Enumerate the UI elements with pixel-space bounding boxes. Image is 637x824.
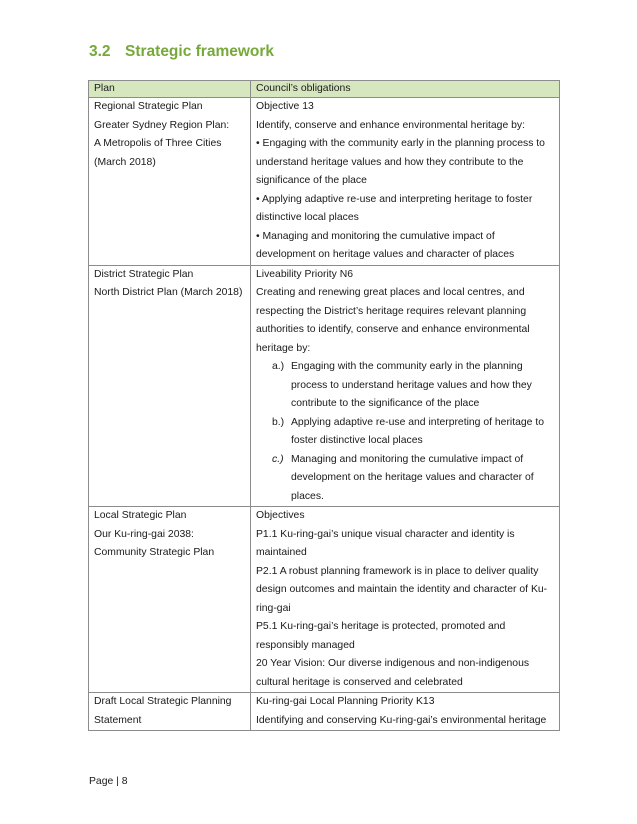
obligation-title: Ku-ring-gai Local Planning Priority K13 bbox=[256, 696, 435, 707]
plan-line: (March 2018) bbox=[94, 156, 156, 168]
plan-line: A Metropolis of Three Cities bbox=[94, 138, 222, 149]
obligation-paragraph: 20 Year Vision: Our diverse indigenous and non-indigenous cultural heritage is conserved and celebrated bbox=[256, 658, 530, 688]
obligation-paragraph: P2.1 A robust planning framework is in place to deliver quality design outcomes and maintain the identity and character of Ku-ring-gai bbox=[256, 565, 548, 614]
plan-line: Local Strategic Plan bbox=[94, 510, 187, 521]
list-item bbox=[256, 358, 555, 414]
plan-line: Regional Strategic Plan bbox=[94, 101, 203, 112]
section-heading bbox=[89, 43, 274, 61]
plan-cell bbox=[89, 507, 251, 693]
page-number: Page | 8 bbox=[89, 776, 128, 787]
obligation-paragraph: P1.1 Ku-ring-gai’s unique visual character and identity is maintained bbox=[256, 528, 515, 558]
obligation-intro: Creating and renewing great places and local centres, and respecting the District’s heritage requires relevant planning authorities to identify, conserve and enhance environmental heritage by: bbox=[256, 287, 530, 354]
obligation-intro: Identify, conserve and enhance environmental heritage by: bbox=[256, 119, 525, 131]
bullet-item: • Applying adaptive re-use and interpreting heritage to foster distinctive local places bbox=[256, 193, 533, 223]
obligations-cell bbox=[251, 98, 560, 266]
plan-line: North District Plan (March 2018) bbox=[94, 287, 243, 298]
plan-line: Draft Local Strategic Planning Statement bbox=[94, 696, 232, 726]
table-row bbox=[89, 507, 560, 693]
section-number: 3.2 bbox=[89, 43, 111, 60]
bullet-item: • Managing and monitoring the cumulative impact of development on heritage values and character of places bbox=[256, 230, 515, 260]
obligation-paragraph: P5.1 Ku-ring-gai’s heritage is protected, promoted and responsibly managed bbox=[256, 621, 506, 651]
obligation-title: Objective 13 bbox=[256, 101, 314, 112]
plan-line: District Strategic Plan bbox=[94, 268, 194, 280]
obligation-paragraph: Identifying and conserving Ku-ring-gai’s environmental heritage bbox=[256, 714, 547, 726]
obligation-title: Objectives bbox=[256, 510, 305, 521]
list-item bbox=[256, 414, 555, 451]
list-text: Applying adaptive re-use and interpreting of heritage to foster distinctive local places bbox=[291, 416, 545, 446]
list-item bbox=[256, 451, 555, 507]
plan-line: Community Strategic Plan bbox=[94, 547, 215, 558]
plan-cell bbox=[89, 98, 251, 266]
list-marker: c.) bbox=[272, 453, 284, 465]
plan-cell bbox=[89, 693, 251, 731]
obligations-cell bbox=[251, 507, 560, 693]
plan-line: Our Ku-ring-gai 2038: bbox=[94, 528, 194, 540]
plan-cell bbox=[89, 265, 251, 507]
obligations-cell bbox=[251, 693, 560, 731]
table-row bbox=[89, 265, 560, 507]
bullet-item: • Engaging with the community early in the planning process to understand heritage values and how they contribute to the significance of the place bbox=[256, 138, 545, 186]
section-title: Strategic framework bbox=[125, 43, 275, 60]
obligations-cell bbox=[251, 265, 560, 507]
list-text: Managing and monitoring the cumulative impact of development on the heritage values and character of places. bbox=[291, 453, 534, 502]
table-row bbox=[89, 693, 560, 731]
obligation-title: Liveability Priority N6 bbox=[256, 268, 354, 280]
list-marker: a.) bbox=[272, 361, 285, 372]
header-plan: Plan bbox=[89, 81, 251, 98]
strategic-framework-table bbox=[88, 80, 560, 731]
list-text: Engaging with the community early in the planning process to understand heritage values and how they contribute to the significance of the place bbox=[291, 361, 532, 409]
table-header-row bbox=[89, 81, 560, 98]
list-marker: b.) bbox=[272, 416, 285, 428]
plan-line: Greater Sydney Region Plan: bbox=[94, 119, 230, 131]
table-row bbox=[89, 98, 560, 266]
header-obligations: Council’s obligations bbox=[251, 81, 560, 98]
